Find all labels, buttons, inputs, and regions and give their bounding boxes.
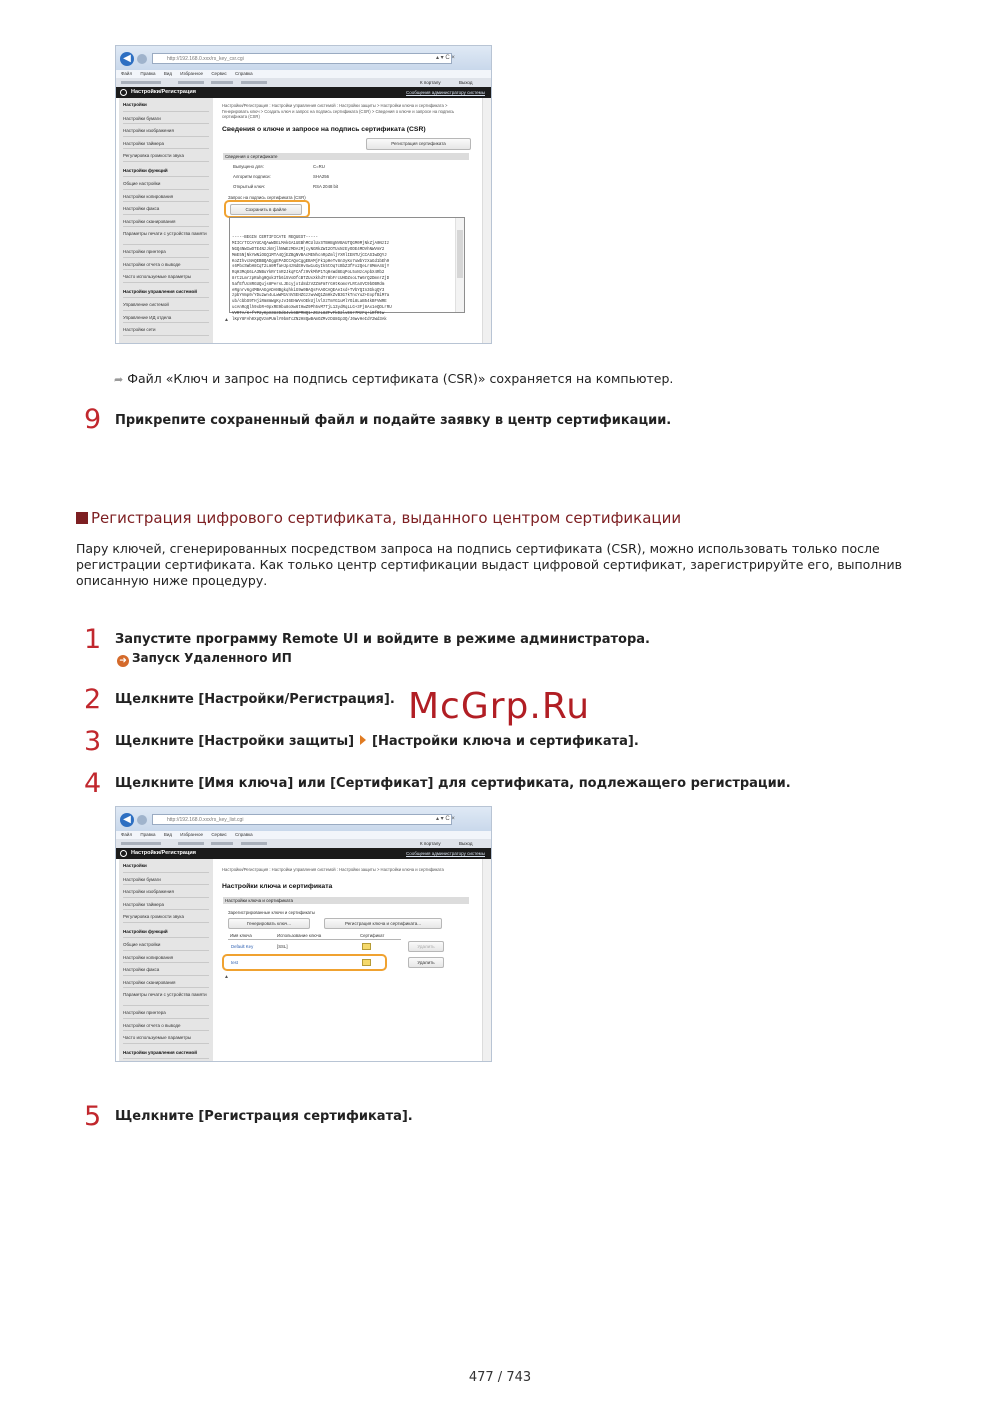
sidebar-divider [123, 257, 209, 258]
sidebar-divider [123, 950, 209, 951]
sidebar-divider [123, 872, 209, 873]
sidebar-section-title: Настройки функций [123, 167, 168, 173]
menu-favorites[interactable]: Избранное [180, 832, 204, 837]
sidebar-divider [123, 1058, 209, 1059]
back-button[interactable]: ◀ [120, 52, 134, 66]
page-scrollbar[interactable] [482, 859, 491, 1061]
settings-logo-icon [120, 850, 127, 857]
sidebar-divider [123, 897, 209, 898]
remote-ui-title: Настройки/Регистрация [131, 850, 196, 856]
sidebar-divider [123, 244, 209, 245]
page-scrollbar[interactable] [482, 98, 491, 343]
sidebar-item[interactable]: Управление системой [123, 302, 169, 307]
logout-link[interactable]: Выход [459, 80, 473, 85]
col-certificate: Сертификат [360, 933, 385, 938]
step-number: 1 [84, 624, 102, 655]
highlight-frame [224, 200, 310, 218]
screenshot-csr-details [115, 45, 492, 344]
sidebar-item[interactable]: Настройки копирования [123, 954, 174, 960]
sidebar-divider [123, 909, 209, 910]
page-title: Сведения о ключе и запросе на подпись сертификата (CSR) [222, 126, 426, 133]
sidebar-item[interactable]: Общие настройки [123, 181, 161, 186]
sidebar-divider [123, 310, 209, 311]
sidebar-item[interactable]: Часто используемые параметры [123, 274, 192, 279]
csr-line: zpbYVmp0/YDu2wn4uLwWM1V4VSEHZGzzwvWQ1ZmHkZvB3G7kTncYuZ+EopfBiM7a [232, 294, 390, 299]
menu-help[interactable]: Справка [235, 832, 253, 837]
delete-button[interactable]: Удалить [408, 957, 444, 968]
field-value: SHA256 [313, 174, 330, 179]
menu-help[interactable]: Справка [235, 71, 253, 76]
csr-line: eRgnrv6g4MBAAGgADANBgkqhkiG9w0BAQsFAAOCAQEAeIsd+TVbYQIn3GkqQY3 [232, 288, 385, 293]
remote-ui-header [116, 87, 491, 98]
field-label: Алгоритм подписи: [233, 174, 271, 179]
register-certificate-button[interactable]: Регистрация сертификата [366, 138, 471, 150]
sidebar-item[interactable]: Параметры печати с устройства памяти [123, 992, 207, 997]
field-value: RSA 2048 bit [313, 184, 339, 189]
logout-link[interactable]: Выход [459, 841, 473, 846]
page-title: Настройки ключа и сертификата [222, 883, 333, 890]
sidebar-section-title: Настройки [123, 102, 147, 107]
sidebar-divider [123, 214, 209, 215]
breadcrumb: Настройки/Регистрация : Настройки управления системой : Настройки защиты > Настройки ключа и сертификата [222, 867, 444, 872]
sidebar-section-title: Настройки управления системой [123, 288, 198, 294]
menu-edit[interactable]: Правка [140, 71, 156, 76]
sidebar-divider [123, 161, 209, 162]
watermark: McGrp.Ru [408, 686, 591, 727]
breadcrumb: Настройки/Регистрация : Настройки управления системой : Настройки защиты > Настройки ключа и сертификата > Генерировать ключ > Создать ключ и запрос на подпись сертификата (CSR) > Сведения о ключе и запросе на подпись сертификата (CSR) [222, 103, 455, 119]
to-portal-link[interactable]: К порталу [420, 841, 441, 846]
step-text: Щелкните [Настройки защиты] [Настройки ключа и сертификата]. [115, 734, 639, 749]
address-controls[interactable]: ▴ ▾ C × [436, 55, 455, 61]
section-header: Настройки ключа и сертификата [223, 897, 469, 904]
sidebar-item[interactable]: Настройки принтера [123, 1010, 166, 1015]
sidebar-divider [123, 297, 209, 298]
sidebar-divider [123, 269, 209, 270]
delete-button-disabled: Удалить [408, 941, 444, 952]
key-use-value: [SSL] [277, 944, 288, 949]
result-text: Файл «Ключ и запрос на подпись сертификата (CSR)» сохраняется на компьютер. [127, 371, 674, 386]
col-key-name: Имя ключа [230, 933, 252, 938]
csr-line: MIICrTCCAYUCAQAwWDELMAkGA1UEBhMCUlUxSTBHBgNVBAUTQGM0MjNkZjA0NzIz [232, 242, 390, 247]
sidebar-divider [123, 1030, 209, 1031]
sidebar-divider [123, 123, 209, 124]
mail-admin-link[interactable]: Сообщения администратору системы [406, 851, 485, 856]
field-label: Выпущено для: [233, 164, 264, 169]
remote-ui-header [116, 848, 491, 859]
csr-line: -----BEGIN CERTIFICATE REQUEST----- [232, 236, 318, 241]
sidebar-divider [123, 201, 209, 202]
col-key-use: Использование ключа [277, 933, 322, 938]
address-controls[interactable]: ▴ ▾ C × [436, 816, 455, 822]
csr-line: s6PbcSWbH8CqT2Lm9RfaHJp4zNdE0vXw1uGyIk5tOq7cBbZ3fFx2QeLr8MmA4UjY [232, 265, 390, 270]
menu-tools[interactable]: Сервис [211, 832, 227, 837]
browser-menu [116, 831, 491, 839]
sidebar-menu [119, 98, 213, 343]
sidebar-item[interactable]: Настройки бумаги [123, 115, 161, 121]
menu-edit[interactable]: Правка [140, 832, 156, 837]
sidebar-divider [123, 937, 209, 938]
step-number: 4 [84, 768, 102, 799]
save-to-file-button[interactable]: Сохранить в файле [230, 204, 302, 215]
csr-line: KoZIhvcNAQEBBQADggEPADCCAQoCggEBAMjFk1p0eTv8n3yKo7uWbYzXaGd1bEh9 [232, 259, 390, 264]
sidebar-item[interactable]: Параметры печати с устройства памяти [123, 231, 207, 236]
arrow-right-icon: ➦ [114, 373, 124, 386]
sidebar-item[interactable]: Настройки отчета о выводе [123, 261, 181, 267]
step-number: 9 [84, 404, 102, 435]
step-number: 3 [84, 726, 102, 757]
to-portal-link[interactable]: К порталу [420, 80, 441, 85]
csr-line: 5afEfUc8RGUQujs8PersLJEcyjxtd8dzVZZmFmTrGHtKomoYLRtaXVC9bOBRdm [232, 282, 385, 287]
chevron-right-icon [360, 735, 366, 745]
mail-admin-link[interactable]: Сообщения администратору системы [406, 90, 485, 95]
sidebar-divider [123, 111, 209, 112]
sidebar-section-title: Настройки управления системой [123, 1049, 198, 1055]
result-line [114, 371, 673, 386]
resize-grip-icon: ▲ [224, 974, 229, 980]
remote-ui-start-link[interactable]: ➜ Запуск Удаленного ИП [117, 651, 292, 667]
sidebar-divider [123, 1043, 209, 1044]
csr-label: Запрос на подпись сертификата (CSR) [228, 195, 306, 200]
menu-view[interactable]: Вид [163, 71, 172, 76]
key-name-link[interactable]: test [231, 960, 238, 965]
sidebar-item[interactable]: Настройки изображения [123, 128, 174, 133]
sidebar-item[interactable]: Настройки копирования [123, 193, 174, 199]
csr-line: MmE5NjNkYWNiOGQ1MTA4QjEZBgNVBAcMENhcnRpZmljYXRlIENTUjCCASIwDQYJ [232, 253, 387, 258]
sidebar-item[interactable]: Настройки сканирования [123, 979, 176, 985]
generate-key-button[interactable]: Генерировать ключ... [228, 918, 310, 929]
sidebar-item[interactable]: Регулировка громкости звука [123, 153, 184, 158]
field-label: Открытый ключ: [233, 184, 266, 189]
sidebar-item[interactable]: Настройки факса [123, 967, 160, 972]
sidebar-divider [123, 176, 209, 177]
sidebar-divider [123, 975, 209, 976]
csr-line: VVRTA/K+fYP2yKpX3UzDdG4vk6BPMNQ1+ZCzL8ZFvFkD2lvE6r7MzFq+iRfRtw [232, 311, 385, 316]
csr-line: ub/cbbS9THjiRm8mWgKyJvI6EHWVsOEkUjlVlXzTmYG1uMlYOi8LaB54kBFVWRE [232, 300, 387, 305]
csr-line: 8rt2LmrzpRahg0Qok3Tb6i5VoDfcBTZUxXkhdTr8bFrcUHDZsoLTW6rQ2DmnrZjD [232, 276, 390, 281]
sidebar-section-title: Настройки [123, 863, 147, 868]
sidebar-item[interactable]: Часто используемые параметры [123, 1035, 192, 1040]
back-button[interactable]: ◀ [120, 813, 134, 827]
sidebar-item[interactable]: Настройки сети [123, 327, 156, 332]
csr-line: lKpY8FAh0XpQVzmPUmlY0bmTcZN2H8QwBAmOZMvzDU8Gp3Q/J0wvHeIdY2Wd3Ak [232, 317, 387, 322]
sidebar-item[interactable]: Настройки таймера [123, 901, 164, 907]
section-marker-icon [76, 512, 88, 524]
section-title: Регистрация цифрового сертификата, выданного центром сертификации [76, 509, 681, 527]
csr-line: ucAnRqQlh9xbR+0pxRE9bu8oXw6tHwZ9Ph5vM7TjL13ydRqLLG+3Fj8Ax1eQDLrRU [232, 305, 392, 310]
sidebar-item[interactable]: Настройки изображения [123, 889, 174, 894]
key-name-link[interactable]: Default Key [231, 944, 254, 949]
sidebar-divider [123, 884, 209, 885]
highlight-frame [222, 954, 387, 971]
step-text: Щелкните [Регистрация сертификата]. [115, 1109, 413, 1124]
menu-view[interactable]: Вид [163, 832, 172, 837]
menu-favorites[interactable]: Избранное [180, 71, 204, 76]
sidebar-item[interactable]: Настройки бумаги [123, 876, 161, 882]
settings-logo-icon [120, 89, 127, 96]
sidebar-divider [123, 226, 209, 227]
screenshot-key-cert-settings [115, 806, 492, 1062]
sidebar-divider [123, 922, 209, 923]
device-info-strip [116, 839, 491, 848]
sidebar-item[interactable]: Регулировка громкости звука [123, 914, 184, 919]
register-key-button[interactable]: Регистрация ключа и сертификата... [324, 918, 442, 929]
intro-paragraph: Пару ключей, сгенерированных посредством запроса на подпись сертификата (CSR), можно использовать только после регистрации сертификата. Как только центр сертификации выдаст цифровой сертификат, зарегистрируйте его, выполнив описанную ниже процедуру. [76, 541, 902, 588]
field-value: C=RU [313, 164, 325, 169]
certificate-icon[interactable] [362, 943, 371, 950]
sidebar-divider [123, 962, 209, 963]
step-text: Щелкните [Имя ключа] или [Сертификат] для сертификата, подлежащего регистрации. [115, 776, 791, 791]
browser-menu [116, 70, 491, 78]
step-number: 5 [84, 1101, 102, 1132]
link-arrow-icon: ➜ [117, 655, 129, 667]
sidebar-divider [123, 136, 209, 137]
sidebar-item[interactable]: Настройки сканирования [123, 218, 176, 224]
sidebar-item[interactable]: Общие настройки [123, 942, 161, 947]
sidebar-item[interactable]: Настройки принтера [123, 249, 166, 254]
step-text: Прикрепите сохраненный файл и подайте заявку в центр сертификации. [115, 413, 672, 428]
sidebar-divider [123, 189, 209, 190]
address-bar[interactable]: http://192.168.0.xxx/rs_key_list.cgi [152, 814, 452, 825]
section-header: Сведения о сертификате [223, 153, 469, 160]
subsection-label: Зарегистрированные ключи и сертификаты [228, 910, 315, 915]
step-text: Запустите программу Remote UI и войдите в режиме администратора. [115, 632, 650, 647]
sidebar-divider [123, 1005, 209, 1006]
sidebar-divider [123, 1018, 209, 1019]
browser-toolbar [116, 46, 491, 70]
sidebar-divider [123, 335, 209, 336]
sidebar-divider [123, 282, 209, 283]
address-bar[interactable]: http://192.168.0.xxx/rs_key_csr.cgi [152, 53, 452, 64]
csr-line: NGQ4NWIwOTE4NzJkNjlhNWEzMDAzMjcyNGRkZWI2OTUxNzEyODE4MDVhNWVmY2 [232, 247, 385, 252]
forward-button[interactable] [137, 815, 147, 825]
csr-textarea[interactable] [229, 217, 465, 322]
remote-ui-title: Настройки/Регистрация [131, 89, 196, 95]
sidebar-divider [123, 987, 209, 988]
sidebar-item[interactable]: Управление ИД отдела [123, 314, 172, 320]
step-text: Щелкните [Настройки/Регистрация]. [115, 692, 395, 707]
csr-line: RqH3MqG6LA3NBuYkRrtnR2JkqFCAfz9VkMhP1Tq0sWd8EqPoL5xNzcApbX4Rb2 [232, 271, 385, 276]
menu-tools[interactable]: Сервис [211, 71, 227, 76]
menu-file[interactable]: Файл [121, 832, 133, 837]
sidebar-item[interactable]: Настройки отчета о выводе [123, 1022, 181, 1028]
page-number: 477 / 743 [468, 1370, 532, 1385]
sidebar-menu [119, 859, 213, 1061]
forward-button[interactable] [137, 54, 147, 64]
menu-file[interactable]: Файл [121, 71, 133, 76]
sidebar-item[interactable]: Настройки факса [123, 206, 160, 211]
browser-toolbar [116, 807, 491, 831]
sidebar-section-title: Настройки функций [123, 928, 168, 934]
device-info-strip [116, 78, 491, 87]
sidebar-item[interactable]: Настройки таймера [123, 140, 164, 146]
step-number: 2 [84, 684, 102, 715]
sidebar-divider [123, 322, 209, 323]
resize-grip-icon: ▲ [224, 317, 229, 323]
sidebar-divider [123, 148, 209, 149]
csr-scrollbar[interactable] [455, 218, 464, 312]
